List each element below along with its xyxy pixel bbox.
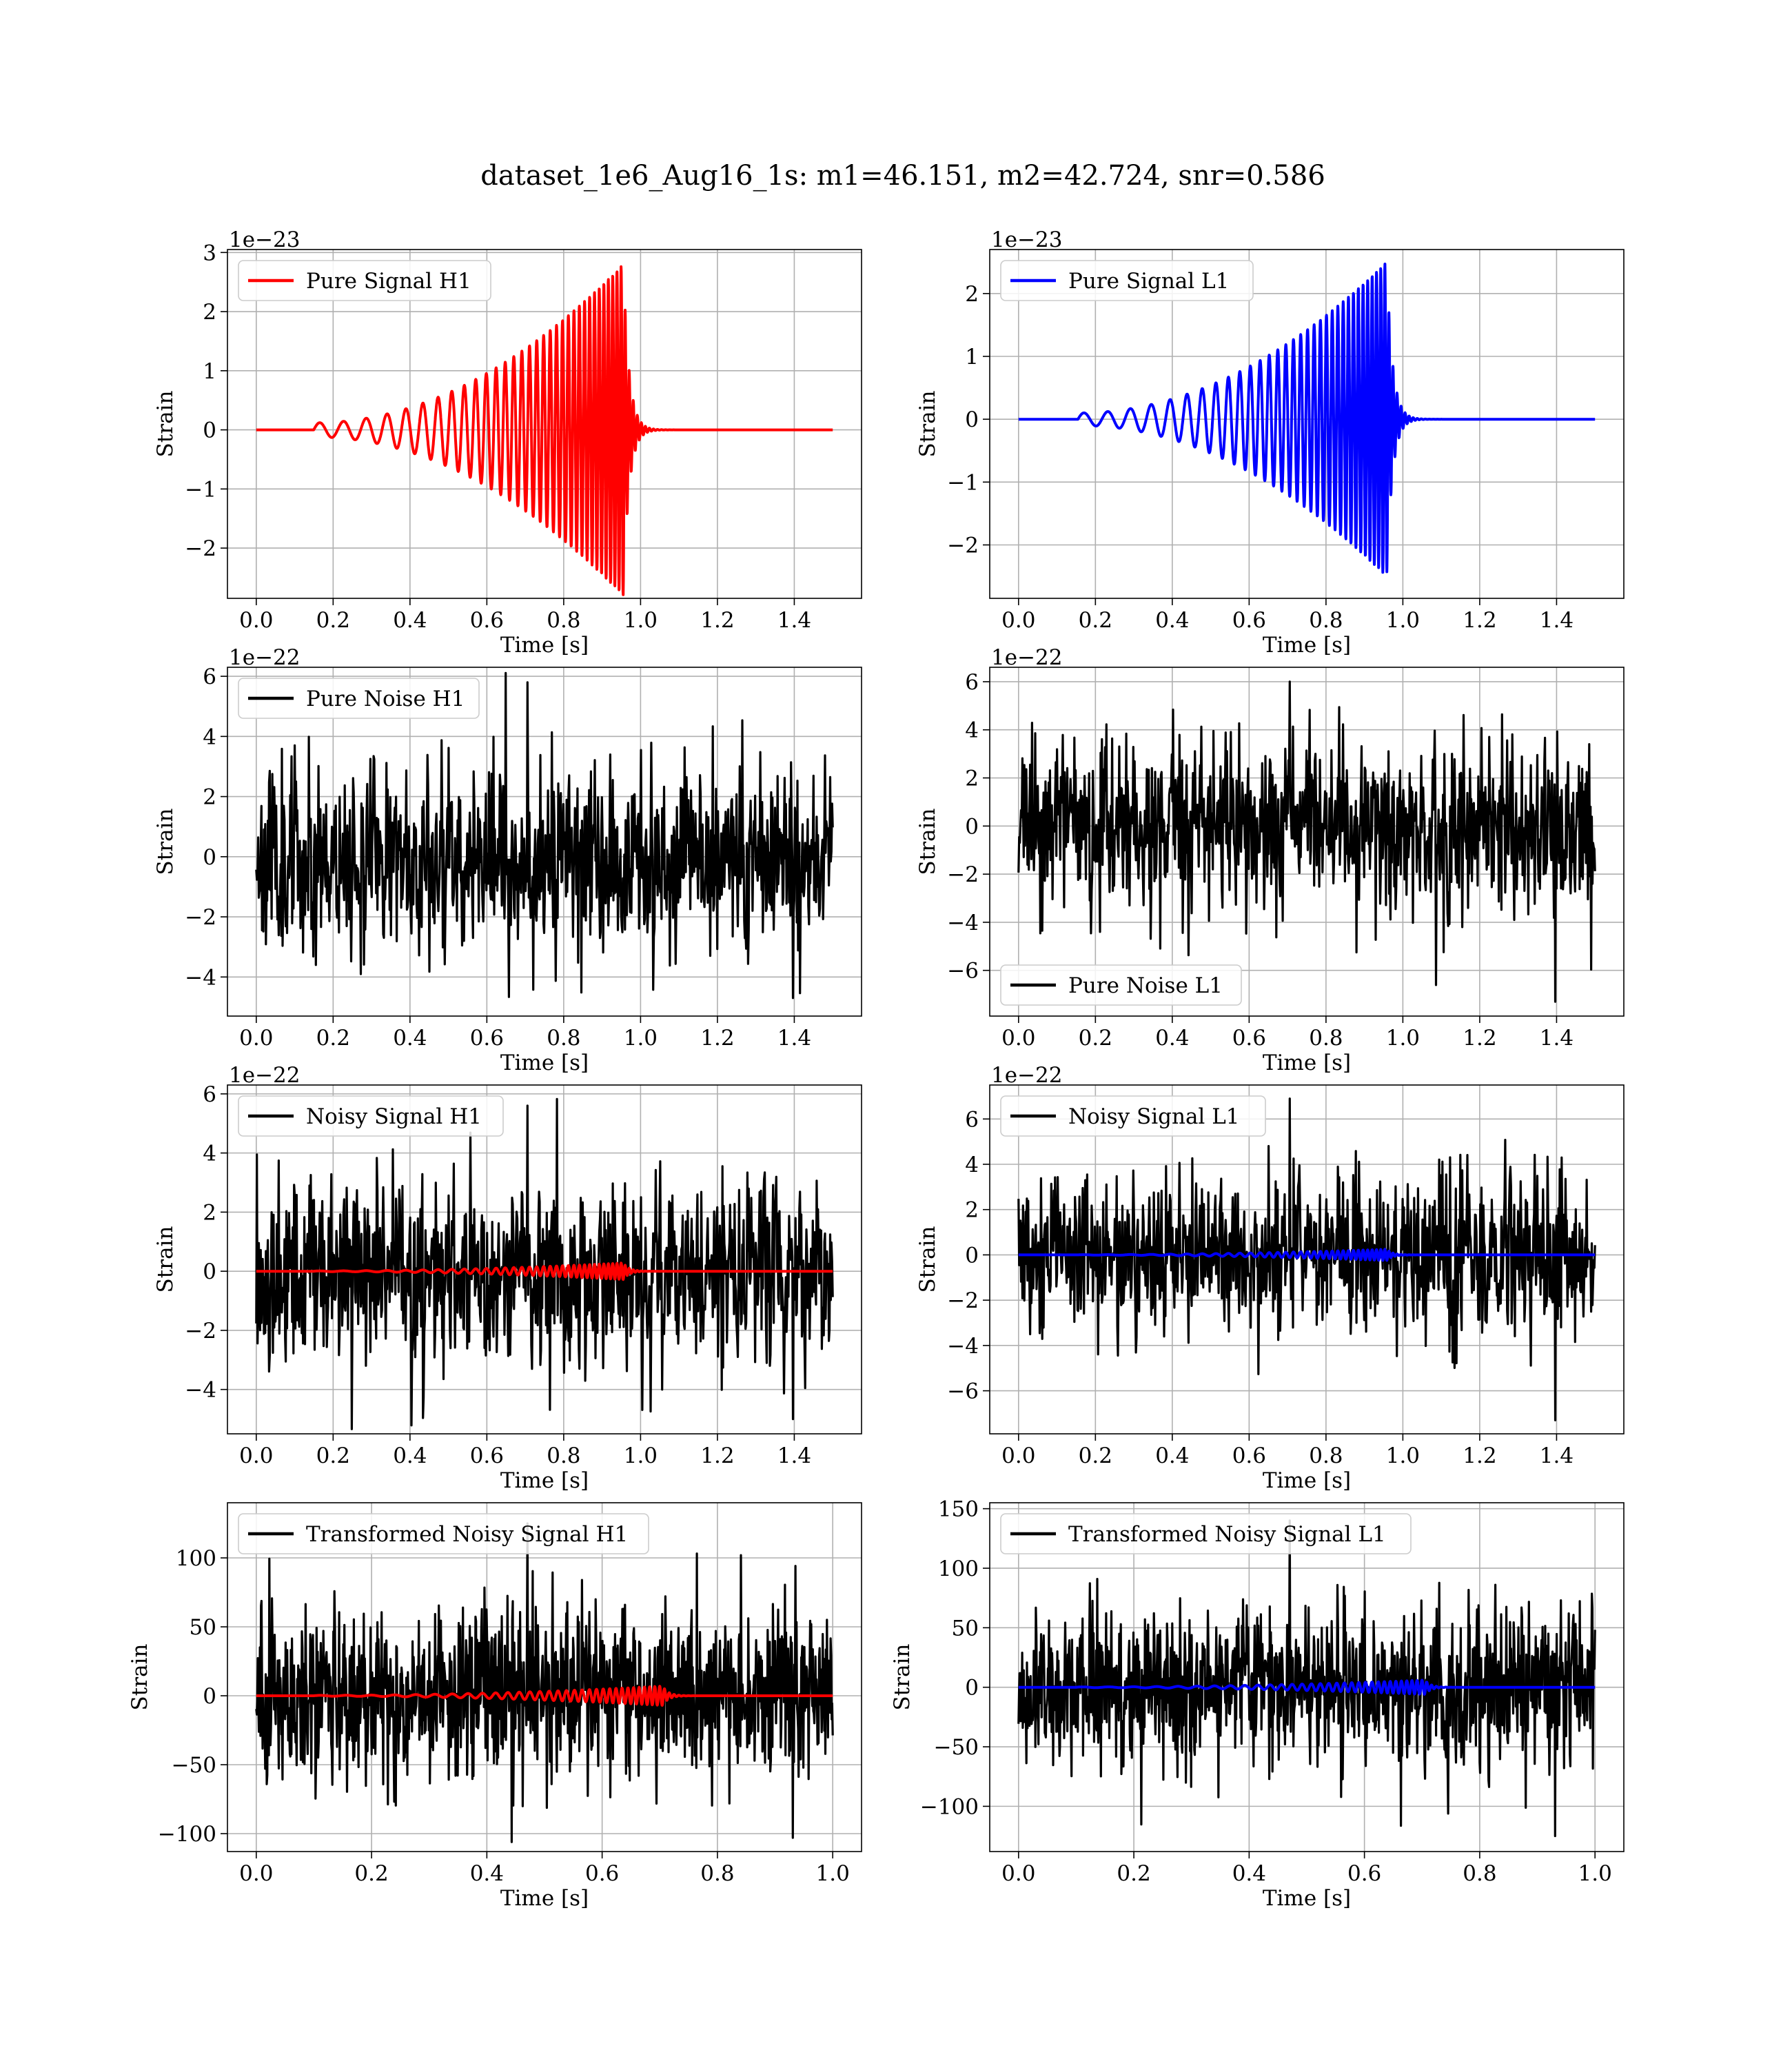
y-tick-label: 2	[203, 784, 216, 810]
x-tick-label: 1.0	[1385, 1443, 1421, 1468]
x-tick-label: 0.4	[393, 1443, 427, 1468]
y-tick-label: 0	[203, 844, 216, 870]
x-tick-label: 0.6	[1232, 1443, 1267, 1468]
y-offset-text: 1e−22	[991, 1063, 1063, 1088]
x-tick-label: 1.2	[1463, 608, 1497, 633]
x-tick-label: 0.4	[393, 608, 427, 633]
x-tick-label: 1.4	[1539, 608, 1574, 633]
y-tick-label: −100	[157, 1822, 216, 1847]
x-axis-label: Time [s]	[500, 1051, 589, 1075]
x-tick-label: 0.6	[469, 608, 505, 633]
legend-label: Pure Noise H1	[306, 687, 465, 711]
y-tick-label: −50	[933, 1735, 979, 1761]
y-axis-label: Strain	[128, 1643, 152, 1711]
pure-noise-h1-legend	[238, 678, 479, 718]
y-tick-label: 6	[965, 1107, 979, 1133]
y-tick-label: −1	[185, 477, 216, 503]
y-offset-text: 1e−23	[229, 227, 301, 252]
x-tick-label: 0.8	[547, 1443, 581, 1468]
y-tick-label: 2	[203, 1200, 216, 1226]
x-tick-label: 0.0	[1001, 1443, 1036, 1468]
legend-label: Noisy Signal L1	[1068, 1104, 1240, 1129]
y-axis-label: Strain	[915, 390, 940, 458]
y-tick-label: −2	[185, 1318, 216, 1344]
x-axis-label: Time [s]	[1262, 633, 1352, 658]
x-tick-label: 0.4	[469, 1861, 505, 1886]
y-tick-label: −4	[185, 1377, 216, 1403]
y-axis-label: Strain	[890, 1643, 915, 1711]
x-tick-label: 1.2	[1463, 1026, 1497, 1051]
noisy-signal-h1-legend	[238, 1096, 503, 1136]
x-axis-label: Time [s]	[1262, 1886, 1352, 1911]
y-axis-label: Strain	[915, 1226, 940, 1293]
x-tick-label: 0.6	[1232, 608, 1267, 633]
y-tick-label: 6	[203, 1082, 216, 1107]
x-tick-label: 1.2	[700, 1443, 735, 1468]
y-tick-label: −4	[185, 965, 216, 991]
y-tick-label: 2	[965, 1197, 979, 1223]
y-tick-label: 1	[203, 358, 216, 384]
y-tick-label: −6	[947, 1379, 979, 1404]
y-tick-label: −2	[185, 536, 216, 562]
y-tick-label: 100	[937, 1556, 979, 1581]
x-tick-label: 1.0	[815, 1861, 850, 1886]
x-tick-label: 0.2	[316, 1026, 350, 1051]
legend-label: Transformed Noisy Signal L1	[1068, 1522, 1386, 1547]
y-tick-label: 0	[203, 418, 216, 443]
y-tick-label: −1	[947, 470, 979, 496]
x-tick-label: 0.0	[1001, 1861, 1036, 1886]
y-tick-label: 50	[189, 1615, 216, 1640]
x-tick-label: 0.0	[239, 1443, 274, 1468]
x-tick-label: 1.0	[623, 608, 658, 633]
y-tick-label: −2	[947, 533, 979, 558]
legend-label: Noisy Signal H1	[306, 1104, 482, 1129]
figure-title: dataset_1e6_Aug16_1s: m1=46.151, m2=42.724, snr=0.586	[480, 160, 1325, 192]
y-offset-text: 1e−22	[229, 645, 301, 670]
x-tick-label: 0.4	[1155, 1443, 1190, 1468]
y-tick-label: 4	[203, 724, 216, 750]
x-tick-label: 0.2	[316, 1443, 350, 1468]
x-tick-label: 1.4	[777, 1026, 812, 1051]
x-tick-label: 0.0	[239, 1026, 274, 1051]
y-tick-label: 2	[203, 300, 216, 325]
y-tick-label: −100	[919, 1794, 979, 1820]
y-tick-label: 4	[965, 1153, 979, 1177]
x-tick-label: 0.0	[1001, 608, 1036, 633]
x-tick-label: 1.4	[777, 1443, 812, 1468]
x-tick-label: 0.8	[1463, 1861, 1497, 1886]
x-axis-label: Time [s]	[1262, 1468, 1352, 1493]
y-tick-label: 6	[965, 669, 979, 695]
y-tick-label: −4	[947, 1333, 979, 1359]
x-tick-label: 1.0	[623, 1443, 658, 1468]
y-tick-label: 0	[965, 407, 979, 433]
y-offset-text: 1e−22	[229, 1063, 301, 1088]
noisy-signal-l1-legend	[1001, 1096, 1265, 1136]
y-tick-label: 0	[965, 1243, 979, 1268]
y-axis-label: Strain	[915, 808, 940, 875]
x-tick-label: 0.6	[584, 1861, 620, 1886]
y-tick-label: 2	[965, 766, 979, 791]
y-tick-label: 4	[203, 1141, 216, 1166]
y-tick-label: 0	[965, 814, 979, 840]
x-tick-label: 1.0	[1578, 1861, 1612, 1886]
y-tick-label: −2	[185, 905, 216, 931]
x-tick-label: 0.0	[1001, 1026, 1036, 1051]
y-axis-label: Strain	[153, 390, 178, 458]
x-tick-label: 0.6	[1347, 1861, 1382, 1886]
x-tick-label: 1.0	[1385, 1026, 1421, 1051]
x-axis-label: Time [s]	[500, 1886, 589, 1911]
y-tick-label: 6	[203, 665, 216, 690]
x-axis-label: Time [s]	[1262, 1051, 1352, 1075]
x-tick-label: 1.4	[1539, 1026, 1574, 1051]
transformed-noisy-signal-h1-legend	[238, 1514, 649, 1554]
pure-signal-h1-legend	[238, 261, 491, 301]
x-tick-label: 0.4	[1155, 1026, 1190, 1051]
y-tick-label: 4	[965, 718, 979, 743]
legend-label: Pure Signal H1	[306, 269, 471, 294]
x-tick-label: 1.0	[623, 1026, 658, 1051]
pure-signal-l1-legend	[1001, 261, 1253, 301]
x-tick-label: 0.8	[547, 608, 581, 633]
y-tick-label: −2	[947, 862, 979, 888]
y-tick-label: −6	[947, 958, 979, 984]
y-offset-text: 1e−23	[991, 227, 1063, 252]
x-tick-label: 0.2	[1078, 1026, 1112, 1051]
x-tick-label: 0.6	[1232, 1026, 1267, 1051]
y-tick-label: 50	[951, 1616, 979, 1641]
y-tick-label: −4	[947, 910, 979, 935]
x-tick-label: 0.4	[1232, 1861, 1267, 1886]
x-tick-label: 0.8	[1309, 1443, 1343, 1468]
y-tick-label: 100	[175, 1546, 216, 1571]
x-tick-label: 0.4	[1155, 608, 1190, 633]
y-axis-label: Strain	[153, 1226, 178, 1293]
legend-label: Pure Signal L1	[1068, 269, 1230, 294]
y-tick-label: 3	[203, 241, 216, 266]
x-tick-label: 0.2	[1078, 1443, 1112, 1468]
y-tick-label: −2	[947, 1288, 979, 1314]
transformed-noisy-signal-l1-legend	[1001, 1514, 1411, 1554]
x-tick-label: 0.0	[239, 608, 274, 633]
y-tick-label: 0	[203, 1684, 216, 1709]
x-tick-label: 0.8	[700, 1861, 735, 1886]
x-tick-label: 0.2	[1117, 1861, 1151, 1886]
y-tick-label: 150	[937, 1497, 979, 1522]
x-tick-label: 0.8	[547, 1026, 581, 1051]
x-tick-label: 0.6	[469, 1026, 505, 1051]
y-tick-label: 1	[965, 344, 979, 369]
x-tick-label: 1.4	[1539, 1443, 1574, 1468]
pure-noise-l1-legend	[1001, 965, 1241, 1005]
x-tick-label: 1.4	[777, 608, 812, 633]
x-tick-label: 0.2	[354, 1861, 389, 1886]
y-offset-text: 1e−22	[991, 645, 1063, 670]
x-tick-label: 1.2	[1463, 1443, 1497, 1468]
y-tick-label: 0	[965, 1675, 979, 1701]
x-tick-label: 1.2	[700, 608, 735, 633]
y-tick-label: 2	[965, 281, 979, 307]
x-tick-label: 1.0	[1385, 608, 1421, 633]
y-axis-label: Strain	[153, 808, 178, 875]
x-tick-label: 1.2	[700, 1026, 735, 1051]
x-tick-label: 0.8	[1309, 608, 1343, 633]
x-tick-label: 0.8	[1309, 1026, 1343, 1051]
x-axis-label: Time [s]	[500, 633, 589, 658]
y-tick-label: 0	[203, 1259, 216, 1285]
legend-label: Pure Noise L1	[1068, 973, 1223, 998]
x-axis-label: Time [s]	[500, 1468, 589, 1493]
x-tick-label: 0.2	[316, 608, 350, 633]
y-tick-label: −50	[171, 1753, 216, 1778]
x-tick-label: 0.4	[393, 1026, 427, 1051]
x-tick-label: 0.6	[469, 1443, 505, 1468]
legend-label: Transformed Noisy Signal H1	[306, 1522, 629, 1547]
x-tick-label: 0.2	[1078, 608, 1112, 633]
x-tick-label: 0.0	[239, 1861, 274, 1886]
